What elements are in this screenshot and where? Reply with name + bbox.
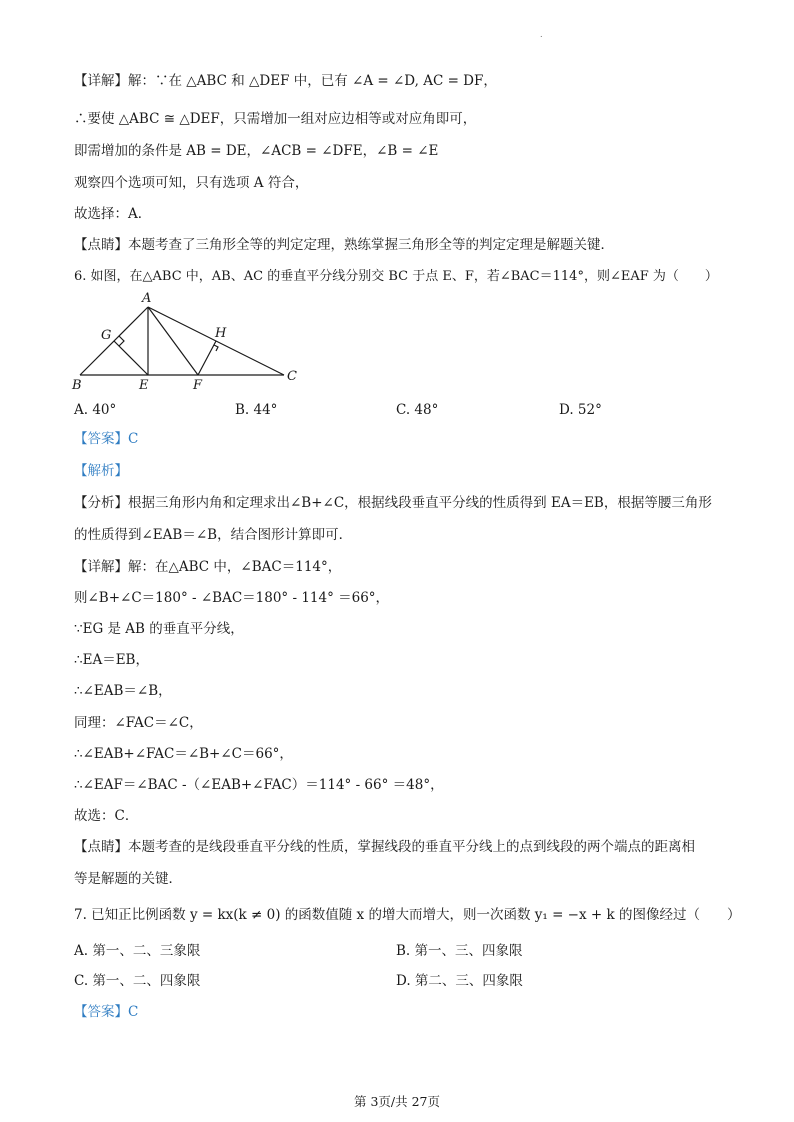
label-f: F bbox=[193, 378, 203, 392]
header-mark: . bbox=[540, 30, 543, 39]
solution-line-4: ∴EA＝EB， bbox=[74, 652, 149, 668]
label-g: G bbox=[101, 328, 112, 343]
q7-option-a: A. 第一、二、三象限 bbox=[74, 943, 201, 959]
segment-hf bbox=[198, 341, 216, 375]
solution-line-6: 同理：∠FAC＝∠C， bbox=[74, 715, 203, 731]
q6-option-d: D. 52° bbox=[559, 402, 602, 418]
label-b: B bbox=[72, 378, 82, 392]
solution-line-1: 【详解】解：在△ABC 中，∠BAC＝114°， bbox=[74, 559, 342, 575]
question-7: 7. 已知正比例函数 y = kx(k ≠ 0) 的函数值随 x 的增大而增大，则一次函数 y₁ = −x + k 的图像经过（ ） bbox=[74, 907, 741, 923]
detail-line-1: 【详解】解：∵在 △ABC 和 △DEF 中，已有 ∠A = ∠D, AC = DF， bbox=[74, 73, 497, 89]
page-footer: 第 3页/共 27页 bbox=[353, 1094, 441, 1109]
answer-6: 【答案】C bbox=[74, 431, 139, 447]
solution-line-9: 故选：C． bbox=[74, 808, 139, 824]
comment-6-line-2: 等是解题的关键． bbox=[74, 871, 182, 887]
solution-line-5: ∴∠EAB＝∠B， bbox=[74, 683, 172, 699]
detail-line-5: 故选择：A． bbox=[74, 206, 152, 222]
solution-line-8: ∴∠EAF＝∠BAC -（∠EAB+∠FAC）＝114° - 66° ＝48°， bbox=[74, 777, 444, 793]
triangle-figure bbox=[68, 290, 308, 392]
solution-line-2: 则∠B+∠C＝180° - ∠BAC＝180° - 114° ＝66°， bbox=[74, 590, 390, 606]
q7-option-b: B. 第一、三、四象限 bbox=[396, 943, 523, 959]
label-h: H bbox=[215, 326, 227, 341]
q6-option-b: B. 44° bbox=[235, 402, 278, 418]
solution-line-3: ∵EG 是 AB 的垂直平分线， bbox=[74, 621, 244, 637]
detail-line-4: 观察四个选项可知，只有选项 A 符合， bbox=[74, 175, 309, 191]
solution-line-7: ∴∠EAB+∠FAC＝∠B+∠C＝66°， bbox=[74, 746, 293, 762]
detail-line-2: ∴要使 △ABC ≅ △DEF，只需增加一组对应边相等或对应角即可， bbox=[74, 111, 477, 127]
segment-af bbox=[148, 307, 198, 375]
analysis-6: 【解析】 bbox=[74, 463, 128, 479]
segment-ge bbox=[114, 341, 148, 375]
comment-6-line-1: 【点睛】本题考查的是线段垂直平分线的性质，掌握线段的垂直平分线上的点到线段的两个端点的距离相 bbox=[74, 839, 695, 855]
detail-line-3: 即需增加的条件是 AB = DE，∠ACB = ∠DFE，∠B = ∠E bbox=[74, 143, 439, 159]
label-a: A bbox=[142, 291, 152, 306]
q6-option-a: A. 40° bbox=[74, 402, 117, 418]
q6-option-c: C. 48° bbox=[396, 402, 439, 418]
q7-option-d: D. 第二、三、四象限 bbox=[396, 973, 523, 989]
question-6: 6. 如图，在△ABC 中，AB、AC 的垂直平分线分别交 BC 于点 E、F，若∠BAC＝114°，则∠EAF 为（ ） bbox=[74, 269, 718, 284]
analysis-line-1: 【分析】根据三角形内角和定理求出∠B+∠C，根据线段垂直平分线的性质得到 EA＝EB，根据等腰三角形 bbox=[74, 495, 712, 511]
label-e: E bbox=[139, 378, 149, 392]
label-c: C bbox=[287, 369, 297, 384]
right-angle-g bbox=[119, 336, 124, 346]
analysis-line-2: 的性质得到∠EAB＝∠B，结合图形计算即可． bbox=[74, 527, 353, 543]
q7-option-c: C. 第一、二、四象限 bbox=[74, 973, 201, 989]
comment-line: 【点睛】本题考查了三角形全等的判定定理，熟练掌握三角形全等的判定定理是解题关键． bbox=[74, 237, 614, 253]
answer-7: 【答案】C bbox=[74, 1004, 139, 1020]
right-angle-h bbox=[214, 345, 218, 351]
